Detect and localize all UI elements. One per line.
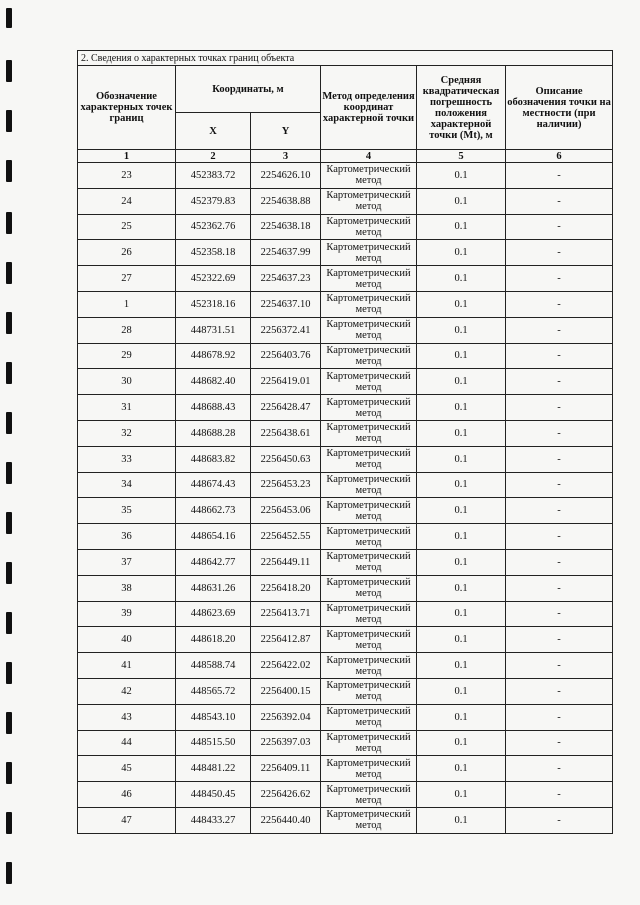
table-row <box>78 420 613 446</box>
binding-hole <box>6 8 12 28</box>
binding-hole <box>6 712 12 734</box>
column-number: 2 <box>176 150 251 163</box>
binding-hole <box>6 362 12 384</box>
cell-point: 27 <box>78 266 176 292</box>
table-row <box>78 807 613 833</box>
cell-x: 452322.69 <box>176 266 251 292</box>
cell-y: 2256450.63 <box>251 446 321 472</box>
cell-point: 42 <box>78 678 176 704</box>
cell-method: Картометрический метод <box>321 653 417 679</box>
table-row <box>78 446 613 472</box>
cell-y: 2256449.11 <box>251 549 321 575</box>
cell-error: 0.1 <box>417 678 506 704</box>
binding-hole <box>6 662 12 684</box>
cell-y: 2256453.23 <box>251 472 321 498</box>
header-y: Y <box>251 113 321 150</box>
cell-x: 448618.20 <box>176 627 251 653</box>
cell-x: 448662.73 <box>176 498 251 524</box>
cell-y: 2254638.88 <box>251 188 321 214</box>
cell-y: 2256419.01 <box>251 369 321 395</box>
cell-point: 37 <box>78 549 176 575</box>
cell-description: - <box>506 266 613 292</box>
cell-y: 2256422.02 <box>251 653 321 679</box>
binding-hole <box>6 862 12 884</box>
binding-hole <box>6 60 12 82</box>
cell-description: - <box>506 343 613 369</box>
cell-description: - <box>506 188 613 214</box>
cell-error: 0.1 <box>417 369 506 395</box>
cell-x: 448654.16 <box>176 524 251 550</box>
cell-point: 41 <box>78 653 176 679</box>
binding-hole <box>6 312 12 334</box>
cell-method: Картометрический метод <box>321 343 417 369</box>
cell-description: - <box>506 678 613 704</box>
cell-error: 0.1 <box>417 266 506 292</box>
cell-x: 448481.22 <box>176 756 251 782</box>
cell-y: 2256372.41 <box>251 317 321 343</box>
cell-point: 44 <box>78 730 176 756</box>
cell-description: - <box>506 756 613 782</box>
cell-x: 448678.92 <box>176 343 251 369</box>
cell-method: Картометрический метод <box>321 395 417 421</box>
cell-point: 47 <box>78 807 176 833</box>
section-title: 2. Сведения о характерных точках границ объекта <box>78 51 613 66</box>
cell-description: - <box>506 240 613 266</box>
cell-description: - <box>506 369 613 395</box>
binding-hole <box>6 110 12 132</box>
table-row <box>78 653 613 679</box>
cell-point: 33 <box>78 446 176 472</box>
cell-x: 448642.77 <box>176 549 251 575</box>
binding-hole <box>6 762 12 784</box>
cell-description: - <box>506 524 613 550</box>
cell-point: 43 <box>78 704 176 730</box>
cell-point: 32 <box>78 420 176 446</box>
cell-method: Картометрический метод <box>321 163 417 189</box>
cell-point: 36 <box>78 524 176 550</box>
cell-error: 0.1 <box>417 807 506 833</box>
cell-description: - <box>506 549 613 575</box>
cell-x: 448623.69 <box>176 601 251 627</box>
cell-method: Картометрический метод <box>321 782 417 808</box>
cell-method: Картометрический метод <box>321 756 417 782</box>
cell-error: 0.1 <box>417 472 506 498</box>
cell-method: Картометрический метод <box>321 678 417 704</box>
cell-point: 35 <box>78 498 176 524</box>
cell-y: 2256426.62 <box>251 782 321 808</box>
cell-method: Картометрический метод <box>321 214 417 240</box>
table-row <box>78 214 613 240</box>
cell-method: Картометрический метод <box>321 730 417 756</box>
table-row <box>78 498 613 524</box>
cell-point: 30 <box>78 369 176 395</box>
cell-method: Картометрический метод <box>321 627 417 653</box>
binding-hole <box>6 812 12 834</box>
cell-error: 0.1 <box>417 730 506 756</box>
cell-error: 0.1 <box>417 214 506 240</box>
cell-y: 2256452.55 <box>251 524 321 550</box>
cell-y: 2256403.76 <box>251 343 321 369</box>
cell-x: 452379.83 <box>176 188 251 214</box>
cell-x: 448688.43 <box>176 395 251 421</box>
cell-point: 45 <box>78 756 176 782</box>
cell-method: Картометрический метод <box>321 188 417 214</box>
cell-error: 0.1 <box>417 188 506 214</box>
cell-description: - <box>506 601 613 627</box>
cell-x: 448543.10 <box>176 704 251 730</box>
cell-method: Картометрический метод <box>321 704 417 730</box>
cell-error: 0.1 <box>417 549 506 575</box>
cell-x: 448674.43 <box>176 472 251 498</box>
table-row <box>78 549 613 575</box>
cell-x: 448631.26 <box>176 575 251 601</box>
cell-description: - <box>506 395 613 421</box>
cell-point: 46 <box>78 782 176 808</box>
cell-point: 39 <box>78 601 176 627</box>
table-row <box>78 317 613 343</box>
table-row <box>78 730 613 756</box>
header-error: Средняя квадратическая погрешность положения характерной точки (Mt), м <box>417 66 506 150</box>
cell-error: 0.1 <box>417 498 506 524</box>
table-row <box>78 627 613 653</box>
cell-method: Картометрический метод <box>321 266 417 292</box>
cell-method: Картометрический метод <box>321 575 417 601</box>
cell-description: - <box>506 317 613 343</box>
cell-description: - <box>506 704 613 730</box>
cell-y: 2256453.06 <box>251 498 321 524</box>
cell-method: Картометрический метод <box>321 549 417 575</box>
table-row <box>78 601 613 627</box>
cell-description: - <box>506 730 613 756</box>
cell-y: 2256392.04 <box>251 704 321 730</box>
cell-description: - <box>506 498 613 524</box>
cell-y: 2254638.18 <box>251 214 321 240</box>
binding-hole <box>6 562 12 584</box>
cell-y: 2256413.71 <box>251 601 321 627</box>
binding-hole <box>6 262 12 284</box>
cell-y: 2256418.20 <box>251 575 321 601</box>
cell-point: 31 <box>78 395 176 421</box>
table-row <box>78 472 613 498</box>
table-row <box>78 524 613 550</box>
cell-y: 2254626.10 <box>251 163 321 189</box>
column-numbers-row <box>78 150 613 163</box>
cell-description: - <box>506 214 613 240</box>
header-x: X <box>176 113 251 150</box>
cell-error: 0.1 <box>417 317 506 343</box>
cell-method: Картометрический метод <box>321 369 417 395</box>
cell-x: 448515.50 <box>176 730 251 756</box>
cell-x: 452358.18 <box>176 240 251 266</box>
column-number: 4 <box>321 150 417 163</box>
cell-description: - <box>506 807 613 833</box>
cell-description: - <box>506 627 613 653</box>
column-number: 1 <box>78 150 176 163</box>
boundary-points-table <box>77 50 613 834</box>
cell-y: 2256440.40 <box>251 807 321 833</box>
binding-holes <box>0 0 20 905</box>
cell-description: - <box>506 163 613 189</box>
cell-y: 2256397.03 <box>251 730 321 756</box>
cell-error: 0.1 <box>417 291 506 317</box>
cell-method: Картометрический метод <box>321 498 417 524</box>
cell-method: Картометрический метод <box>321 601 417 627</box>
cell-point: 25 <box>78 214 176 240</box>
table-row <box>78 291 613 317</box>
binding-hole <box>6 212 12 234</box>
cell-x: 448683.82 <box>176 446 251 472</box>
cell-y: 2256438.61 <box>251 420 321 446</box>
table-row <box>78 704 613 730</box>
binding-hole <box>6 412 12 434</box>
table-row <box>78 188 613 214</box>
binding-hole <box>6 512 12 534</box>
cell-point: 40 <box>78 627 176 653</box>
cell-y: 2254637.99 <box>251 240 321 266</box>
cell-error: 0.1 <box>417 782 506 808</box>
document-sheet <box>77 50 612 834</box>
cell-point: 26 <box>78 240 176 266</box>
cell-x: 448688.28 <box>176 420 251 446</box>
cell-description: - <box>506 472 613 498</box>
cell-description: - <box>506 575 613 601</box>
table-row <box>78 395 613 421</box>
cell-point: 28 <box>78 317 176 343</box>
cell-description: - <box>506 446 613 472</box>
cell-y: 2256400.15 <box>251 678 321 704</box>
cell-x: 448588.74 <box>176 653 251 679</box>
cell-method: Картометрический метод <box>321 807 417 833</box>
header-coords: Координаты, м <box>176 66 321 113</box>
cell-y: 2254637.10 <box>251 291 321 317</box>
table-body <box>78 163 613 834</box>
cell-x: 452318.16 <box>176 291 251 317</box>
header-method: Метод определения координат характерной точки <box>321 66 417 150</box>
table-row <box>78 756 613 782</box>
table-row <box>78 678 613 704</box>
cell-x: 448433.27 <box>176 807 251 833</box>
cell-y: 2254637.23 <box>251 266 321 292</box>
cell-error: 0.1 <box>417 163 506 189</box>
table-row <box>78 575 613 601</box>
cell-error: 0.1 <box>417 704 506 730</box>
header-point: Обозначение характерных точек границ <box>78 66 176 150</box>
cell-error: 0.1 <box>417 420 506 446</box>
cell-error: 0.1 <box>417 601 506 627</box>
cell-method: Картометрический метод <box>321 291 417 317</box>
cell-point: 1 <box>78 291 176 317</box>
table-row <box>78 343 613 369</box>
column-number: 6 <box>506 150 613 163</box>
cell-y: 2256412.87 <box>251 627 321 653</box>
cell-error: 0.1 <box>417 524 506 550</box>
cell-method: Картометрический метод <box>321 524 417 550</box>
cell-point: 23 <box>78 163 176 189</box>
cell-method: Картометрический метод <box>321 472 417 498</box>
cell-point: 24 <box>78 188 176 214</box>
cell-x: 452362.76 <box>176 214 251 240</box>
cell-description: - <box>506 420 613 446</box>
cell-method: Картометрический метод <box>321 240 417 266</box>
table-row <box>78 163 613 189</box>
cell-description: - <box>506 291 613 317</box>
cell-error: 0.1 <box>417 446 506 472</box>
binding-hole <box>6 160 12 182</box>
cell-x: 448565.72 <box>176 678 251 704</box>
cell-y: 2256428.47 <box>251 395 321 421</box>
cell-point: 29 <box>78 343 176 369</box>
cell-point: 38 <box>78 575 176 601</box>
binding-hole <box>6 462 12 484</box>
cell-description: - <box>506 782 613 808</box>
cell-error: 0.1 <box>417 240 506 266</box>
cell-error: 0.1 <box>417 627 506 653</box>
cell-error: 0.1 <box>417 343 506 369</box>
cell-error: 0.1 <box>417 395 506 421</box>
cell-error: 0.1 <box>417 653 506 679</box>
cell-error: 0.1 <box>417 756 506 782</box>
binding-hole <box>6 612 12 634</box>
header-description: Описание обозначения точки на местности (при наличии) <box>506 66 613 150</box>
table-row <box>78 240 613 266</box>
table-row <box>78 266 613 292</box>
cell-method: Картометрический метод <box>321 420 417 446</box>
cell-error: 0.1 <box>417 575 506 601</box>
cell-description: - <box>506 653 613 679</box>
cell-x: 448731.51 <box>176 317 251 343</box>
table-row <box>78 369 613 395</box>
cell-method: Картометрический метод <box>321 317 417 343</box>
cell-x: 452383.72 <box>176 163 251 189</box>
cell-point: 34 <box>78 472 176 498</box>
table-row <box>78 782 613 808</box>
cell-x: 448450.45 <box>176 782 251 808</box>
cell-method: Картометрический метод <box>321 446 417 472</box>
cell-y: 2256409.11 <box>251 756 321 782</box>
column-number: 5 <box>417 150 506 163</box>
column-number: 3 <box>251 150 321 163</box>
cell-x: 448682.40 <box>176 369 251 395</box>
